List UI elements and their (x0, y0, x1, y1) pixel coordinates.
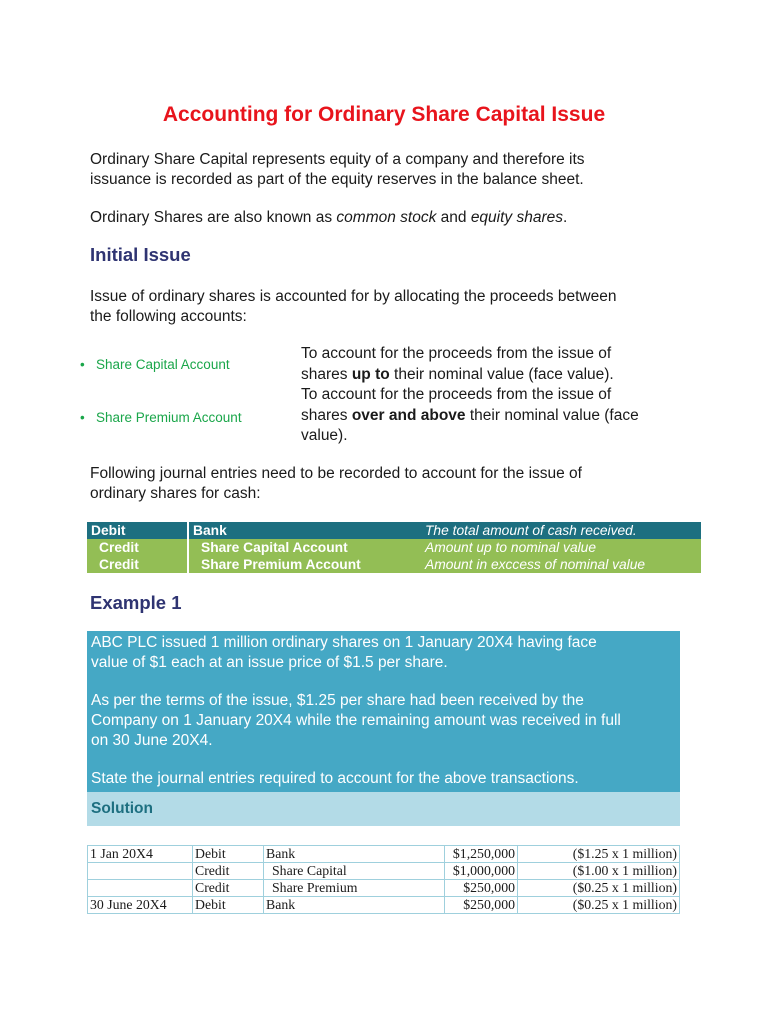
journal-intro-paragraph (90, 464, 690, 504)
solution-account: Share Capital (264, 863, 445, 880)
journal-note: Amount up to nominal value (421, 539, 701, 556)
intro-p1-line2: issuance is recorded as part of the equity reserves in the balance sheet. (90, 171, 584, 188)
example-box (87, 631, 680, 792)
desc-text: their nominal value (face (465, 406, 639, 424)
desc-line: To account for the proceeds from the issue of (301, 386, 612, 403)
intro-p2-prefix: Ordinary Shares are also known as (90, 209, 337, 226)
solution-table (87, 845, 680, 914)
initial-issue-line1: Issue of ordinary shares is accounted for by allocating the proceeds between (90, 288, 617, 305)
journal-note: The total amount of cash received. (421, 522, 701, 539)
solution-label: Solution (91, 800, 153, 817)
table-row (88, 863, 680, 880)
journal-intro-line1: Following journal entries need to be recorded to account for the issue of (90, 465, 582, 482)
example-p1-line2: value of $1 each at an issue price of $1.5 per share. (91, 654, 448, 671)
journal-type: Credit (87, 539, 188, 556)
example-p1-line1: ABC PLC issued 1 million ordinary shares on 1 January 20X4 having face (91, 634, 597, 651)
example-paragraph-1 (91, 633, 676, 673)
desc-bold: up to (351, 365, 390, 383)
initial-issue-paragraph (90, 287, 690, 327)
solution-calc: ($0.25 x 1 million) (518, 897, 680, 914)
journal-entries-table (87, 522, 702, 573)
solution-date: 1 Jan 20X4 (88, 846, 193, 863)
journal-note: Amount in exccess of nominal value (421, 556, 701, 573)
intro-paragraph-2 (90, 208, 690, 228)
solution-amount: $250,000 (445, 880, 518, 897)
intro-p1-line1: Ordinary Share Capital represents equity of a company and therefore its (90, 151, 585, 168)
solution-calc: ($0.25 x 1 million) (518, 880, 680, 897)
share-premium-description (301, 385, 691, 447)
solution-date (88, 863, 193, 880)
intro-p2-and: and (436, 209, 471, 226)
intro-p2-suffix: . (563, 209, 568, 226)
table-row (88, 846, 680, 863)
bullet-label: Share Capital Account (96, 357, 230, 372)
journal-account: Bank (188, 522, 421, 539)
desc-bold: over and above (351, 406, 466, 424)
example-p2-line2: Company on 1 January 20X4 while the remaining amount was received in full (91, 712, 621, 729)
bullet-label: Share Premium Account (96, 410, 242, 425)
example-paragraph-3: State the journal entries required to account for the above transactions. (91, 770, 579, 787)
example-p2-line3: on 30 June 20X4. (91, 732, 213, 749)
example-paragraph-2 (91, 691, 676, 751)
journal-row-debit (87, 522, 701, 539)
journal-type: Credit (87, 556, 188, 573)
journal-account: Share Capital Account (188, 539, 421, 556)
solution-dc: Debit (193, 846, 264, 863)
desc-line (301, 406, 691, 427)
solution-date: 30 June 20X4 (88, 897, 193, 914)
solution-account: Share Premium (264, 880, 445, 897)
journal-type: Debit (87, 522, 188, 539)
journal-row-credit-capital (87, 539, 701, 556)
solution-dc: Credit (193, 863, 264, 880)
page-title: Accounting for Ordinary Share Capital Issue (162, 103, 606, 126)
table-row (88, 880, 680, 897)
solution-amount: $1,250,000 (445, 846, 518, 863)
bullet-dot-icon: • (80, 410, 85, 425)
solution-bar (87, 792, 680, 826)
desc-line: To account for the proceeds from the issue of (301, 345, 612, 362)
desc-text: shares (301, 406, 352, 424)
bullet-dot-icon: • (80, 357, 85, 372)
desc-line (301, 365, 691, 386)
journal-row-credit-premium (87, 556, 701, 573)
solution-calc: ($1.00 x 1 million) (518, 863, 680, 880)
solution-amount: $250,000 (445, 897, 518, 914)
solution-account: Bank (264, 846, 445, 863)
heading-example-1: Example 1 (90, 592, 182, 613)
solution-dc: Debit (193, 897, 264, 914)
intro-p2-em1: common stock (336, 209, 437, 226)
desc-text: their nominal value (face value). (389, 365, 614, 383)
heading-initial-issue: Initial Issue (90, 244, 191, 265)
journal-account: Share Premium Account (188, 556, 421, 573)
share-capital-description (301, 344, 691, 385)
example-p2-line1: As per the terms of the issue, $1.25 per share had been received by the (91, 692, 584, 709)
initial-issue-line2: the following accounts: (90, 308, 247, 325)
solution-amount: $1,000,000 (445, 863, 518, 880)
solution-date (88, 880, 193, 897)
desc-line: value). (301, 427, 348, 444)
intro-p2-em2: equity shares (470, 209, 564, 226)
solution-dc: Credit (193, 880, 264, 897)
bullet-share-capital-account (80, 357, 230, 372)
solution-account: Bank (264, 897, 445, 914)
desc-text: shares (301, 365, 352, 383)
intro-paragraph-1 (90, 150, 690, 190)
bullet-share-premium-account (80, 410, 242, 425)
journal-intro-line2: ordinary shares for cash: (90, 485, 261, 502)
table-row (88, 897, 680, 914)
solution-calc: ($1.25 x 1 million) (518, 846, 680, 863)
